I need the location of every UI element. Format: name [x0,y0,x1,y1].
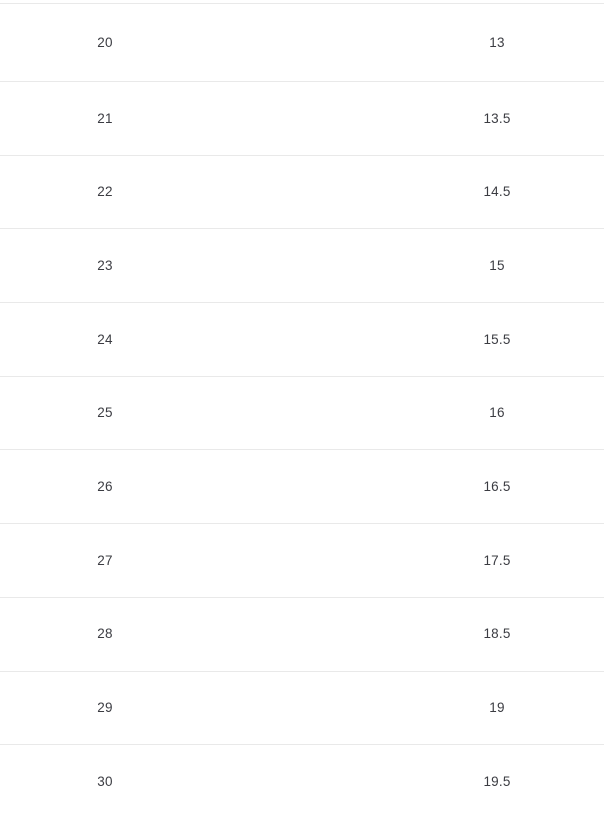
right-value-cell: 16.5 [483,479,511,495]
left-value-cell: 25 [97,405,113,421]
left-value-cell: 21 [97,110,113,126]
table-row [0,81,604,155]
table-row [0,3,604,81]
left-value-cell: 28 [97,626,113,642]
right-value-cell: 18.5 [483,626,511,642]
left-value-cell: 29 [97,700,113,716]
right-value-cell: 15 [489,257,505,273]
left-value-cell: 30 [97,773,113,789]
table-row [0,228,604,302]
table-row [0,671,604,745]
left-value-cell: 23 [97,257,113,273]
right-value-cell: 13 [489,34,505,50]
right-value-cell: 15.5 [483,331,511,347]
right-value-cell: 16 [489,405,505,421]
table-row [0,597,604,671]
table-row [0,744,604,818]
table-row [0,155,604,229]
table-row [0,523,604,597]
table-row [0,376,604,450]
left-value-cell: 27 [97,552,113,568]
table-row [0,449,604,523]
right-value-cell: 14.5 [483,184,511,200]
left-value-cell: 20 [97,34,113,50]
right-value-cell: 19 [489,700,505,716]
right-value-cell: 13.5 [483,110,511,126]
left-value-cell: 22 [97,184,113,200]
table-row [0,302,604,376]
right-value-cell: 17.5 [483,552,511,568]
right-value-cell: 19.5 [483,773,511,789]
left-value-cell: 26 [97,479,113,495]
left-value-cell: 24 [97,331,113,347]
size-conversion-table [0,3,604,818]
